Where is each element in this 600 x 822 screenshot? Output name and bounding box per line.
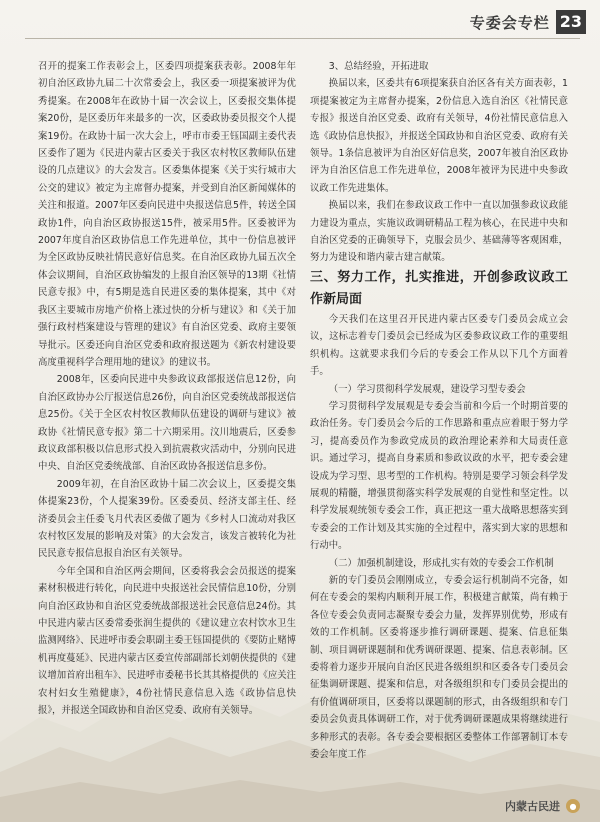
- paragraph: 今天我们在这里召开民进内蒙古区委专门委员会成立会议，这标志着专门委员会已经成为区委参政议政工作的重要组织机构。这就要求我们今后的专委会工作从以下几个方面着手。: [310, 313, 568, 378]
- right-column: [310, 58, 568, 763]
- paragraph: 新的专门委员会刚刚成立，专委会运行机制尚不完备，如何在专委会的架构内顺利开展工作，积极建言献策，尚有赖于各位专委会负责同志凝聚专委会力量，发挥界别优势，形成有效的工作机制。区委将逐步推行调研课题、提案、信息征集制、项目调研课题制和优秀调研课题、提案、信息表彰制。区委将着力逐步开展向自治区民进各级组织和区委各专门委员会征集调研课题、提案和信息，对各级组织和专门委员会提出的有价值调研项目，区委将以课题制的形式，由各级组织和专门委员会负责具体调研工作，对于优秀调研课题成果将继续进行多种形式的表彰。各专委会要根据区委整体工作部署制订本专委会年度工作: [310, 574, 568, 761]
- paragraph: 2008年，区委向民进中央参政议政部报送信息12份，向自治区政协办公厅报送信息26份，向自治区党委统战部报送信息25份。《关于全区农村牧区教师队伍建设的调研与建议》被政协《社情民意专报》第二十六期采用。汶川地震后，区委参政议政部积极以信息形式投入到抗震救灾活动中，分别向民进中央、自治区党委统战部、自治区政协各报送信息多份。: [38, 374, 296, 473]
- header-divider: [25, 38, 580, 39]
- magazine-logo-icon: ●: [566, 799, 580, 813]
- section-heading: 三、努力工作，扎实推进，开创参政议政工作新局面: [310, 269, 568, 307]
- magazine-name: 内蒙古民进: [505, 800, 560, 813]
- subheading: （二）加强机制建设，形成扎实有效的专委会工作机制: [328, 557, 554, 569]
- paragraph: 2009年初，在自治区政协十届二次会议上，区委提交集体提案23份，个人提案39份。区委委员、经济支部主任、经济委员会主任委飞月代表区委做了题为《乡村人口流动对我区农村牧区发展的影响及对策》的大会发言，该发言被转化为社民民意专报信息报自治区有关领导。: [38, 478, 296, 560]
- paragraph: 学习贯彻科学发展观是专委会当前和今后一个时期首要的政治任务。专门委员会今后的工作思路和重点应着眼于努力学习，提高委员作为参政党成员的政治理论素养和大局责任意识。通过学习，提高自身素质和参政议政的水平，把专委会建设成为学习型、思考型的工作机构。特别是要学习领会科学发展观的精髓，增强贯彻落实科学发展观的自觉性和坚定性。以科学发展观统领专委会工作，真正把这一重大战略思想落实到专委会的工作计划及其实施的全过程中，落实到大家的思想和行动中。: [310, 400, 568, 552]
- paragraph: 换届以来，区委共有6项提案获自治区各有关方面表彰，1项提案被定为主席督办提案，2份信息入选自治区《社情民意专报》报送自治区党委、政府有关领导，4份社情民意信息入选《政协信息快报》，并报送全国政协和自治区党委、政府有关领导。1条信息被评为自治区好信息奖，2007年被自治区政协评为自治区信息工作先进单位，2008年被评为民进中央参政议政工作先进集体。: [310, 78, 568, 194]
- paragraph: 召开的提案工作表彰会上，区委四项提案获表彰。2008年年初自治区政协九届二十次常委会上，我区委一项提案被评为优秀提案。在2008年在政协十届一次会议上，区委报交集体提案20份，是区委历年来最多的一次，区委政协委员报交个人提案19份。在政协十届一次大会上，呼市市委王钰国副主委代表区委作了题为《民进内蒙古区委关于我区农村牧区教师队伍建设的几点建议》的大会发言。区委集体提案《关于实行城市大公交的建议》被定为主席督办提案，并受到自治区新闻媒体的关注和报道。2007年区委向民进中央报送信息5件，转送全国政协1件，向自治区政协报送15件，被采用5件。区委被评为2007年度自治区政协信息工作先进单位，其中一份信息被评为全区政协反映社情民意好信息奖。在自治区政协九届五次全体会议期间，自治区政协编发的上报自治区领导的13期《社情民意专报》中，有5期是选自民进区委的集体提案，其中《对我区主要城市房地产价格上涨过快的分析与建议》和《关于加强行政村档案建设与管理的建议》有自治区党委、政府主要领导批示。区委还向自治区党委和政府报送题为《新农村建设要高度重视科学合理用地的建议》的建议书。: [38, 61, 296, 368]
- column-title: 专委会专栏: [469, 13, 550, 32]
- paragraph: 今年全国和自治区两会期间，区委将我会会员报送的提案素材积极进行转化，向民进中央报送社会民情信息10份，分别向自治区政协和自治区党委统战部报送社会民意信息24份。其中民进内蒙古区委常委张润生提供的《建议建立农村饮水卫生监测网络》、民进呼市委会职副主委王钰国提供的《要防止赌博机再度蔓延》、民进内蒙古区委宣传部副部长刘朝侠提供的《建议增加首府出租车》、民进呼市委秘书长其其格提供的《应关注农村妇女生殖健康》，4份社情民意信息入选《政协信息快报》，并报送全国政协和自治区党委、政府有关领导。: [38, 565, 296, 717]
- paragraph: 换届以来，我们在参政议政工作中一直以加强参政议政能力建设为重点，实施议政调研精品工程为核心，在民进中央和自治区党委的正确领导下，克服会员少、基础薄等客观困难，努力为建设和谐内蒙古建言献策。: [310, 200, 568, 264]
- subheading: （一）学习贯彻科学发展观，建设学习型专委会: [328, 383, 526, 395]
- left-column: [38, 58, 296, 719]
- page-header: [470, 10, 586, 34]
- page-footer: [505, 798, 580, 814]
- page-number: 23: [556, 10, 586, 34]
- subheading: 3、总结经验，开拓进取: [328, 61, 429, 72]
